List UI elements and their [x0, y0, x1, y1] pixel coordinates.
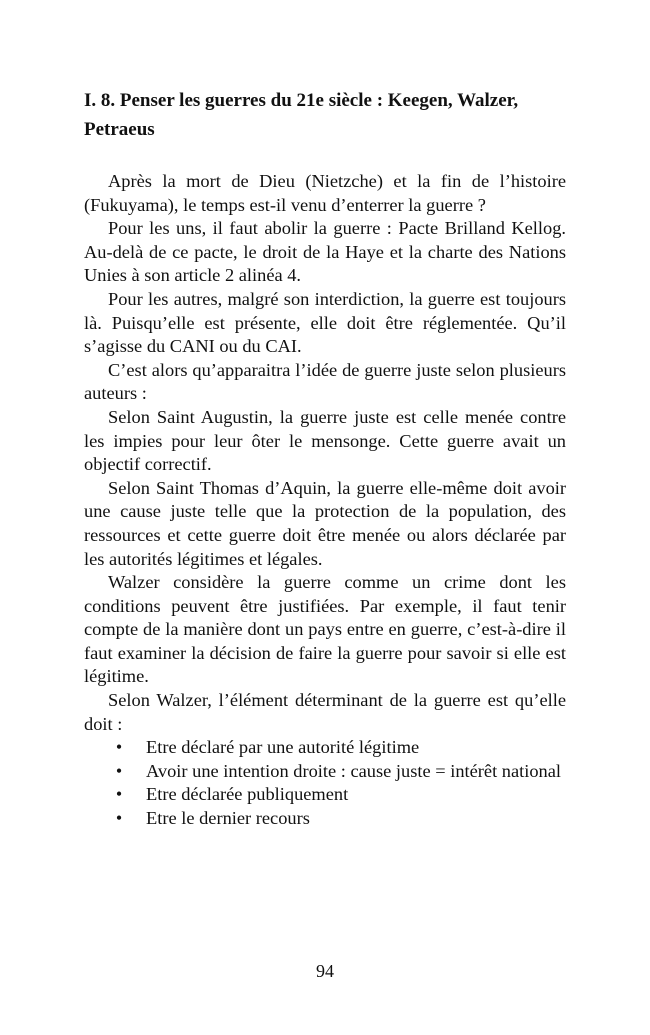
- conditions-list: [84, 736, 566, 830]
- bullet-icon: •: [115, 760, 123, 781]
- list-item: [84, 736, 566, 760]
- list-item-text: Etre déclaré par une autorité légitime: [146, 737, 420, 758]
- paragraph-3: Pour les autres, malgré son interdiction, la guerre est toujours là. Puisqu’elle est présente, elle doit être réglementée. Qu’il s’agisse du CANI ou du CAI.: [84, 288, 566, 357]
- paragraph-2: Pour les uns, il faut abolir la guerre : Pacte Brilland Kellog. Au-delà de ce pacte, le droit de la Haye et la charte des Nations Unies à son article 2 alinéa 4.: [84, 218, 566, 286]
- paragraph-1: Après la mort de Dieu (Nietzche) et la fin de l’histoire (Fukuyama), le temps est-il venu d’enterrer la guerre ?: [84, 171, 566, 215]
- bullet-icon: •: [115, 808, 123, 829]
- section-heading: I. 8. Penser les guerres du 21e siècle : Keegen, Walzer, Petraeus: [84, 90, 519, 140]
- page-number: 94: [316, 961, 334, 981]
- bullet-icon: •: [115, 784, 123, 805]
- paragraph-5: Selon Saint Augustin, la guerre juste est celle menée contre les impies pour leur ôter le mensonge. Cette guerre avait un objectif correctif.: [84, 406, 566, 475]
- paragraph-4: C’est alors qu’apparaitra l’idée de guerre juste selon plusieurs auteurs :: [84, 359, 566, 404]
- list-item: [84, 760, 566, 784]
- paragraph-7: Walzer considère la guerre comme un crime dont les conditions peuvent être justifiées. Par exemple, il faut tenir compte de la manière dont un pays entre en guerre, c’est-à-dire il faut examiner la décision de faire la guerre pour savoir si elle est légitime.: [84, 572, 566, 687]
- list-item-text: Avoir une intention droite : cause juste = intérêt national: [146, 760, 562, 781]
- list-item: [84, 807, 566, 831]
- page-content: [84, 86, 566, 831]
- list-item-text: Etre déclarée publiquement: [146, 784, 349, 805]
- paragraph-6: Selon Saint Thomas d’Aquin, la guerre elle-même doit avoir une cause juste telle que la protection de la population, des ressources et cette guerre doit être menée ou alors déclarée par les autorités légitimes et légales.: [84, 477, 566, 569]
- list-item-text: Etre le dernier recours: [146, 808, 310, 829]
- body-text: [84, 170, 566, 831]
- list-item: [84, 783, 566, 807]
- bullet-icon: •: [115, 737, 123, 758]
- paragraph-8: Selon Walzer, l’élément déterminant de la guerre est qu’elle doit :: [84, 690, 566, 734]
